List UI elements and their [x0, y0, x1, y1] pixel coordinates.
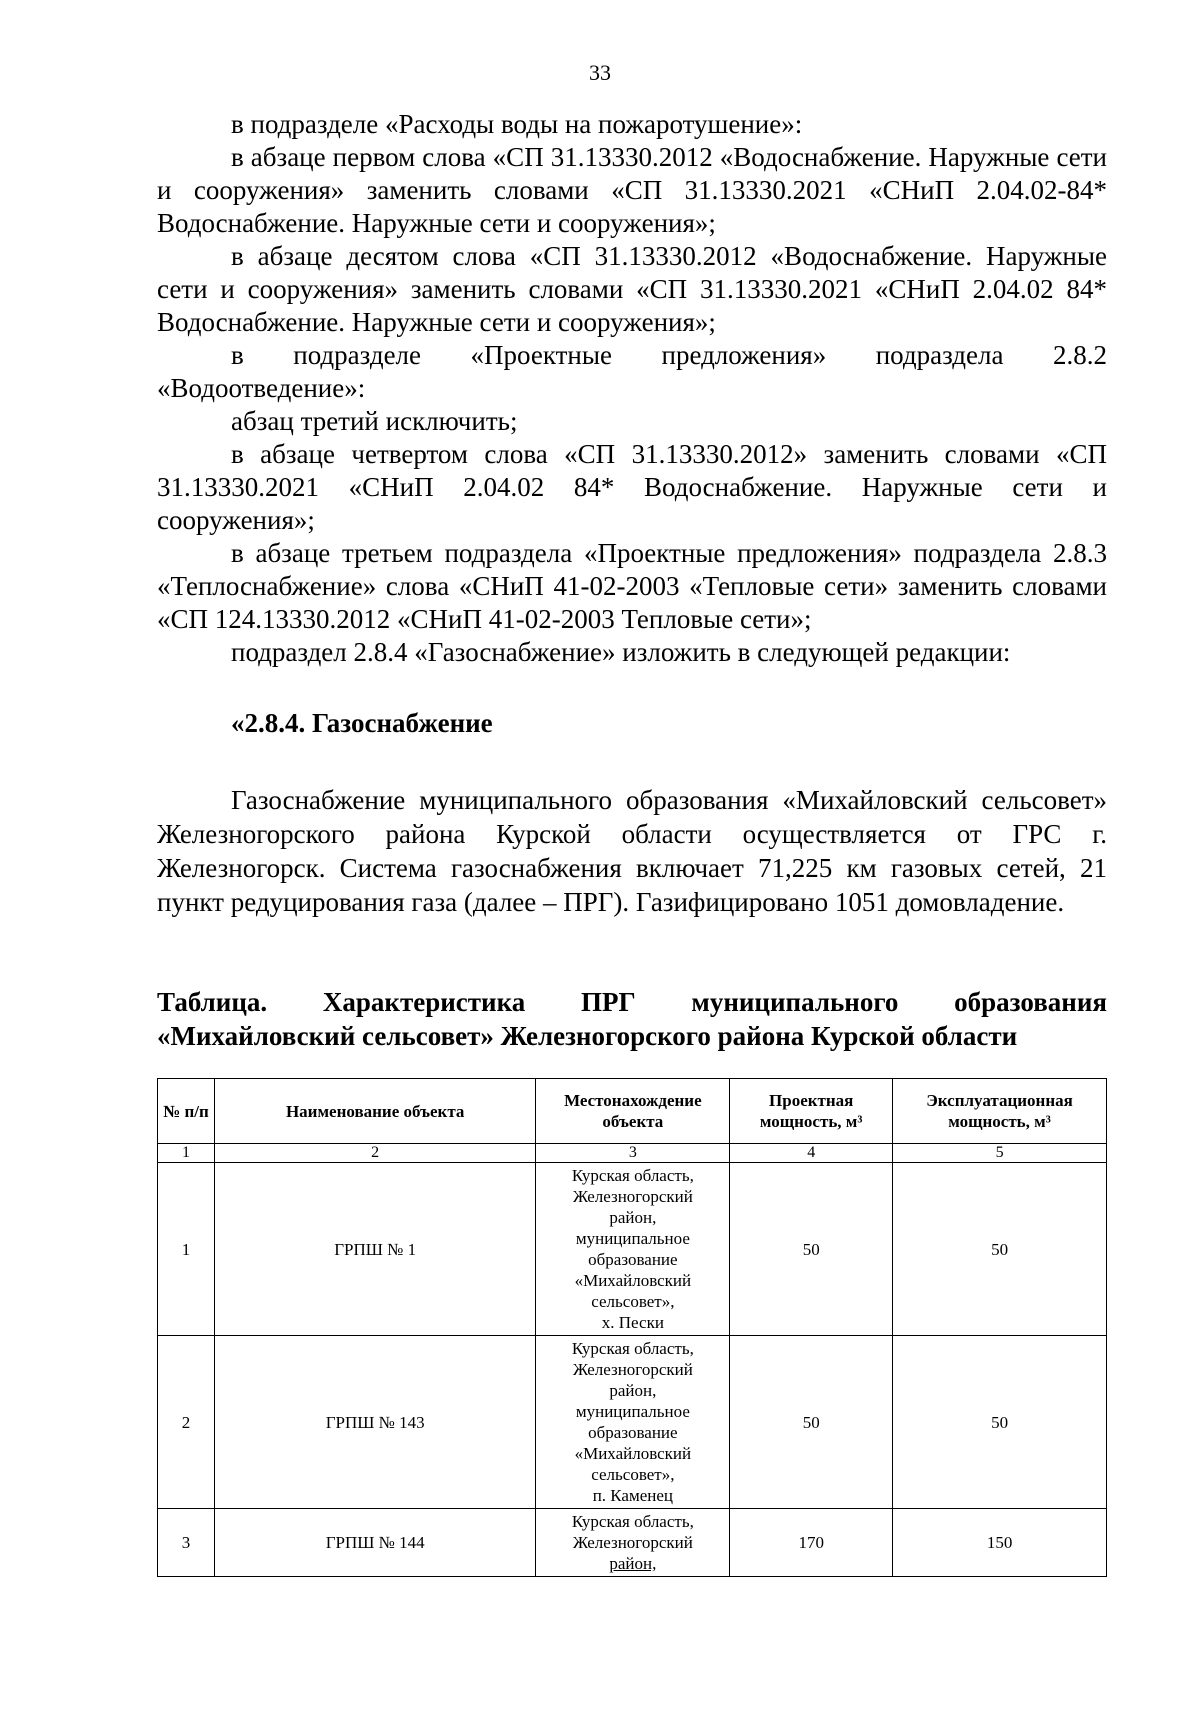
header-operating-capacity: Эксплуатационная мощность, м³ [893, 1079, 1107, 1144]
location-line: х. Пески [601, 1313, 664, 1332]
column-number: 3 [536, 1144, 730, 1163]
column-number: 2 [214, 1144, 536, 1163]
paragraph: абзац третий исключить; [231, 406, 518, 436]
object-location [536, 1163, 730, 1336]
object-location [536, 1509, 730, 1577]
object-name: ГРПШ № 144 [214, 1509, 536, 1577]
amendment-text [157, 108, 1107, 669]
paragraph: в абзаце десятом слова «СП 31.13330.2012 «Водоснабжение. Наружные сети и сооружения» заменить словами «СП 31.13330.2021 «СНиП 2.04.02 84* Водоснабжение. Наружные сети и сооружения»; [157, 241, 1107, 337]
operating-capacity: 50 [893, 1163, 1107, 1336]
location-line: муниципальное [575, 1402, 690, 1421]
location-line: образование [588, 1423, 678, 1442]
page-number: 33 [589, 60, 611, 85]
location-line: сельсовет», [591, 1465, 675, 1484]
table-header-row [158, 1079, 1107, 1144]
row-number: 2 [158, 1336, 215, 1509]
row-number: 3 [158, 1509, 215, 1577]
prg-table [157, 1078, 1107, 1577]
location-line: «Михайловский [574, 1271, 692, 1290]
location-line: сельсовет», [591, 1292, 675, 1311]
section-heading: «2.8.4. Газоснабжение [231, 708, 493, 738]
design-capacity: 170 [730, 1509, 893, 1577]
location-line: Железногорский [572, 1187, 693, 1206]
column-number: 1 [158, 1144, 215, 1163]
location-line: Курская область, [571, 1166, 694, 1185]
location-line: Курская область, [571, 1339, 694, 1358]
location-line: Железногорский [572, 1360, 693, 1379]
paragraph: подраздел 2.8.4 «Газоснабжение» изложить в следующей редакции: [231, 637, 1011, 667]
object-name: ГРПШ № 1 [214, 1163, 536, 1336]
header-num: № п/п [158, 1079, 215, 1144]
header-design-capacity: Проектная мощность, м³ [730, 1079, 893, 1144]
table-caption: Таблица. Характеристика ПРГ муниципального образования «Михайловский сельсовет» Железногорского района Курской области [157, 987, 1107, 1051]
header-location: Местонахождение объекта [536, 1079, 730, 1144]
object-name: ГРПШ № 143 [214, 1336, 536, 1509]
location-line: муниципальное [575, 1229, 690, 1248]
object-location [536, 1336, 730, 1509]
section-paragraph: Газоснабжение муниципального образования «Михайловский сельсовет» Железногорского района Курской области осуществляется от ГРС г. Железногорск. Система газоснабжения включает 71,225 км газовых сетей, 21 пункт редуцирования газа (далее – ПРГ). Газифицировано 1051 домовладение. [157, 785, 1107, 917]
row-number: 1 [158, 1163, 215, 1336]
operating-capacity: 150 [893, 1509, 1107, 1577]
location-line: образование [588, 1250, 678, 1269]
operating-capacity: 50 [893, 1336, 1107, 1509]
location-line: район, [609, 1208, 657, 1227]
paragraph: в подразделе «Проектные предложения» подраздела 2.8.2 «Водоотведение»: [157, 340, 1107, 403]
design-capacity: 50 [730, 1336, 893, 1509]
location-line: «Михайловский [574, 1444, 692, 1463]
paragraph: в абзаце первом слова «СП 31.13330.2012 «Водоснабжение. Наружные сети и сооружения» заменить словами «СП 31.13330.2021 «СНиП 2.04.02-84* Водоснабжение. Наружные сети и сооружения»; [157, 142, 1107, 238]
table-row [158, 1163, 1107, 1336]
paragraph: в подразделе «Расходы воды на пожаротушение»: [231, 109, 803, 139]
table-row [158, 1509, 1107, 1577]
column-number: 5 [893, 1144, 1107, 1163]
location-line: район, [609, 1381, 657, 1400]
location-line: Железногорский [572, 1533, 693, 1552]
location-line: п. Каменец [592, 1486, 674, 1505]
location-line: район, [609, 1554, 657, 1573]
table-row [158, 1336, 1107, 1509]
column-number: 4 [730, 1144, 893, 1163]
column-number-row [158, 1144, 1107, 1163]
design-capacity: 50 [730, 1163, 893, 1336]
paragraph: в абзаце четвертом слова «СП 31.13330.2012» заменить словами «СП 31.13330.2021 «СНиП 2.04.02 84* Водоснабжение. Наружные сети и сооружения»; [157, 439, 1107, 535]
location-line: Курская область, [571, 1512, 694, 1531]
paragraph: в абзаце третьем подраздела «Проектные предложения» подраздела 2.8.3 «Теплоснабжение» слова «СНиП 41-02-2003 «Тепловые сети» заменить словами «СП 124.13330.2012 «СНиП 41-02-2003 Тепловые сети»; [157, 538, 1107, 634]
header-name: Наименование объекта [214, 1079, 536, 1144]
